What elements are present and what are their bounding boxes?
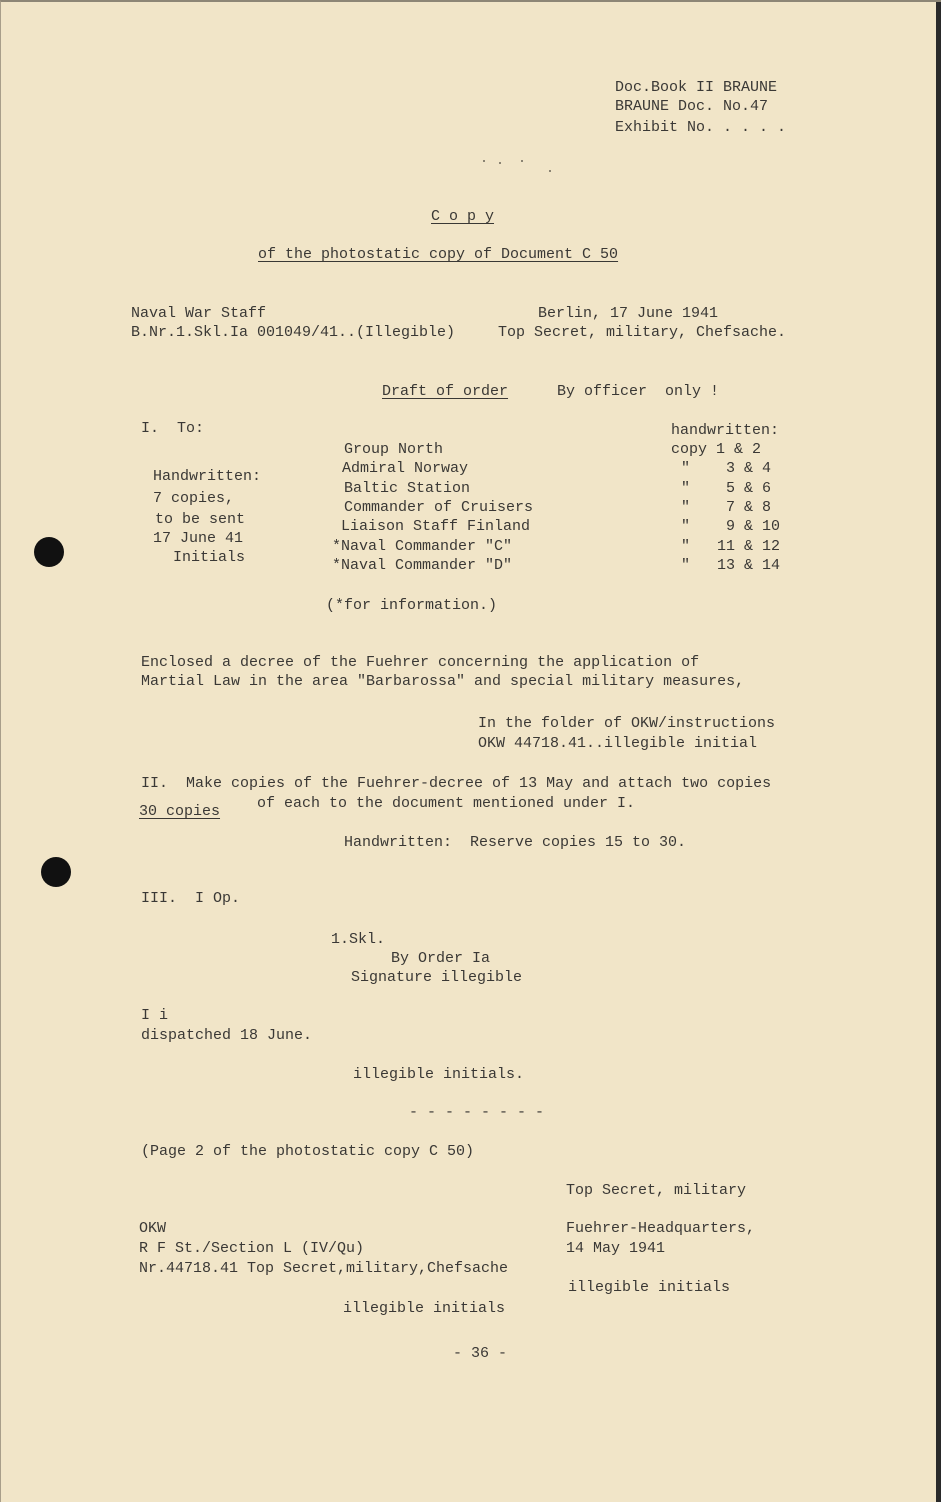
section-separator: - - - - - - - - — [409, 1104, 545, 1121]
speck — [549, 170, 551, 172]
sender-office: Naval War Staff — [131, 305, 267, 322]
section-ii-line: of each to the document mentioned under I. — [257, 795, 636, 812]
exhibit-number: Exhibit No. . . . . — [615, 119, 787, 136]
hq-date: 14 May 1941 — [566, 1240, 666, 1257]
recipient-name: Baltic Station — [344, 480, 471, 497]
recipient-copy: " 3 & 4 — [681, 460, 772, 477]
recipient-copy: " 7 & 8 — [681, 499, 772, 516]
signature-note: Signature illegible — [351, 969, 523, 986]
recipient-name: Group North — [344, 441, 444, 458]
recipient-name: *Naval Commander "D" — [332, 557, 513, 574]
recipient-copy: " 5 & 6 — [681, 480, 772, 497]
recipient-name: *Naval Commander "C" — [332, 538, 513, 555]
recipient-copy: " 9 & 10 — [681, 518, 781, 535]
folder-reference: In the folder of OKW/instructions — [478, 715, 776, 732]
margin-note-line: 17 June 41 — [153, 530, 244, 547]
officer-only-note: By officer only ! — [557, 383, 720, 400]
page-2-sender: OKW — [139, 1220, 167, 1237]
skl-reference: 1.Skl. — [331, 931, 386, 948]
speck — [483, 160, 485, 162]
speck — [499, 162, 501, 164]
scan-edge — [936, 2, 941, 1502]
recipient-copy: " 11 & 12 — [681, 538, 781, 555]
page-2-heading: (Page 2 of the photostatic copy C 50) — [141, 1143, 475, 1160]
page-2-sender: Nr.44718.41 Top Secret,military,Chefsache — [139, 1260, 509, 1277]
copy-title: C o p y — [431, 208, 495, 225]
by-order: By Order Ia — [391, 950, 491, 967]
doc-number-ref: BRAUNE Doc. No.47 — [615, 98, 769, 115]
headquarters: Fuehrer-Headquarters, — [566, 1220, 756, 1237]
place-date: Berlin, 17 June 1941 — [538, 305, 719, 322]
recipient-name: Admiral Norway — [342, 460, 469, 477]
page-number: - 36 - — [453, 1345, 508, 1362]
dispatch-initials: illegible initials. — [353, 1066, 525, 1083]
punch-hole-bottom — [41, 857, 71, 887]
page-2-classification: Top Secret, military — [566, 1182, 747, 1199]
section-ii-line: II. Make copies of the Fuehrer-decree of 13 May and attach two copies — [141, 775, 772, 792]
folder-reference: OKW 44718.41..illegible initial — [478, 735, 758, 752]
classification: Top Secret, military, Chefsache. — [498, 324, 787, 341]
draft-heading: Draft of order — [382, 383, 509, 400]
margin-note-line: Initials — [173, 549, 246, 566]
reserve-copies-note: Handwritten: Reserve copies 15 to 30. — [344, 834, 687, 851]
section-iii-label: III. I Op. — [141, 890, 241, 907]
copy-subtitle: of the photostatic copy of Document C 50 — [258, 246, 619, 263]
enclosure-line: Martial Law in the area "Barbarossa" and special military measures, — [141, 673, 745, 690]
punch-hole-top — [34, 537, 64, 567]
recipient-copy: copy 1 & 2 — [671, 441, 762, 458]
recipient-name: Commander of Cruisers — [344, 499, 534, 516]
recipient-copy: " 13 & 14 — [681, 557, 781, 574]
right-initials: illegible initials — [568, 1279, 731, 1296]
section-i-label: I. To: — [141, 420, 205, 437]
enclosure-line: Enclosed a decree of the Fuehrer concerning the application of — [141, 654, 700, 671]
handwritten-header: handwritten: — [671, 422, 780, 439]
center-initials: illegible initials — [343, 1300, 506, 1317]
dispatch-date: dispatched 18 June. — [141, 1027, 313, 1044]
margin-note-line: Handwritten: — [153, 468, 262, 485]
sender-reference: B.Nr.1.Skl.Ia 001049/41..(Illegible) — [131, 324, 456, 341]
dispatch-ref: I i — [141, 1007, 169, 1024]
margin-note-line: to be sent — [155, 511, 246, 528]
information-note: (*for information.) — [326, 597, 498, 614]
recipient-name: Liaison Staff Finland — [341, 518, 531, 535]
section-ii-margin-note: 30 copies — [139, 803, 221, 820]
doc-book-ref: Doc.Book II BRAUNE — [615, 79, 778, 96]
margin-note-line: 7 copies, — [153, 490, 235, 507]
page-2-sender: R F St./Section L (IV/Qu) — [139, 1240, 365, 1257]
speck — [521, 160, 523, 162]
